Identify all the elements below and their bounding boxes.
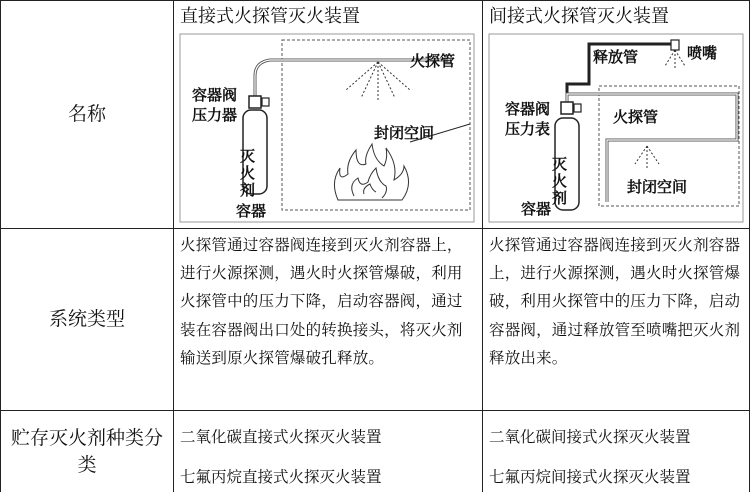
direct-container-label: 容器 bbox=[236, 202, 267, 220]
direct-description-text: 火探管通过容器阀连接到灭火剂容器上，进行火源探测，遇火时火探管爆破，利用火探管中的压力下降，启动容器阀，通过装在容器阀出口处的转换接头，将灭火剂输送到原火探管爆破孔释放。 bbox=[180, 236, 463, 367]
indirect-nozzle-spray bbox=[665, 50, 685, 68]
indirect-valve-label: 容器阀 bbox=[505, 100, 551, 118]
direct-system-description bbox=[174, 229, 482, 410]
indirect-container-label: 容器 bbox=[521, 200, 552, 218]
indirect-agent-types bbox=[483, 411, 749, 492]
row-label-system-type-text: 系统类型 bbox=[48, 308, 125, 330]
direct-flame bbox=[334, 144, 408, 200]
indirect-agent-label: 灭火剂 bbox=[550, 156, 568, 207]
indirect-title-text: 间接式火探管灭火装置 bbox=[489, 6, 669, 27]
indirect-spray-pattern bbox=[635, 146, 659, 168]
row-label-name bbox=[1, 1, 173, 228]
row-label-agent-types-text: 贮存灭火剂种类分类 bbox=[10, 426, 163, 476]
row-label-name-text: 名称 bbox=[67, 103, 106, 125]
direct-agent-type-co2: 二氧化碳直接式火探灭火装置 bbox=[180, 428, 382, 446]
indirect-nozzle bbox=[671, 40, 679, 50]
indirect-system-diagram bbox=[487, 32, 745, 224]
indirect-agent-type-hfc: 七氟丙烷间接式火探灭火装置 bbox=[489, 468, 691, 486]
direct-title-text: 直接式火探管灭火装置 bbox=[180, 6, 360, 27]
indirect-space-label: 封闭空间 bbox=[627, 178, 688, 196]
indirect-valve bbox=[561, 102, 573, 114]
direct-spray-pattern bbox=[346, 62, 410, 102]
direct-gauge bbox=[262, 98, 269, 106]
direct-agent-types bbox=[174, 411, 482, 492]
indirect-gauge bbox=[574, 104, 581, 112]
direct-tube-label: 火探管 bbox=[410, 52, 456, 70]
direct-system-diagram bbox=[178, 32, 478, 224]
direct-gauge-label: 压力器 bbox=[192, 106, 238, 124]
indirect-nozzle-label: 喷嘴 bbox=[687, 44, 718, 62]
direct-valve bbox=[249, 96, 261, 108]
direct-agent-label: 灭火剂 bbox=[238, 148, 256, 199]
row-label-agent-types bbox=[1, 411, 173, 492]
direct-agent-type-hfc: 七氟丙烷直接式火探灭火装置 bbox=[180, 468, 382, 486]
direct-column-title bbox=[174, 1, 482, 33]
direct-space-label: 封闭空间 bbox=[374, 124, 435, 142]
indirect-description-text: 火探管通过容器阀连接到灭火剂容器上，进行火源探测，遇火时火探管爆破，利用火探管中的压力下降，启动容器阀，通过释放管至喷嘴把灭火剂释放出来。 bbox=[489, 236, 741, 367]
indirect-tube-label: 火探管 bbox=[613, 108, 659, 126]
direct-valve-label: 容器阀 bbox=[192, 86, 238, 104]
indirect-release-label: 释放管 bbox=[593, 48, 639, 66]
indirect-column-title bbox=[483, 1, 749, 33]
indirect-agent-type-co2: 二氧化碳间接式火探灭火装置 bbox=[489, 428, 691, 446]
indirect-system-description bbox=[483, 229, 749, 410]
row-label-system-type bbox=[1, 229, 173, 410]
indirect-gauge-label: 压力表 bbox=[505, 120, 551, 138]
